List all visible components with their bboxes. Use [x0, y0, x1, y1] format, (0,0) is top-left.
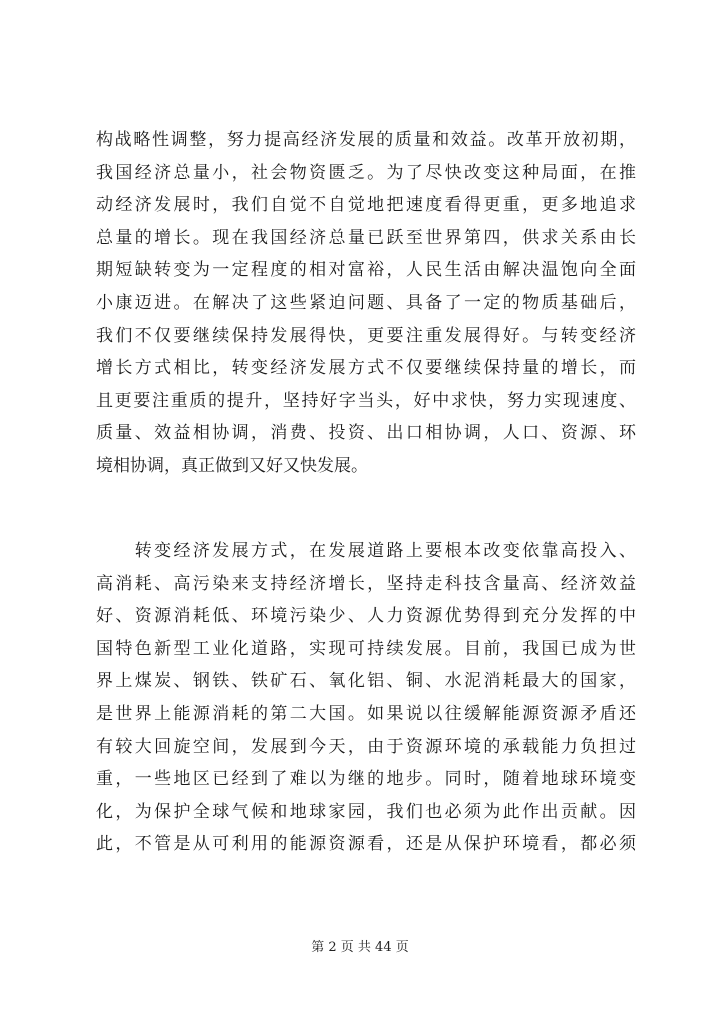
- paragraph-1: [96, 124, 636, 483]
- paragraph-line: 质量、效益相协调，消费、投资、出口相协调，人口、资源、环: [96, 423, 636, 444]
- paragraph-line: 且更要注重质的提升，坚持好字当头，好中求快，努力实现速度、: [96, 390, 636, 411]
- paragraph-line: 总量的增长。现在我国经济总量已跃至世界第四，供求关系由长: [96, 227, 636, 248]
- paragraph-line: 期短缺转变为一定程度的相对富裕，人民生活由解决温饱向全面: [96, 260, 636, 281]
- paragraph-line: 高消耗、高污染来支持经济增长，坚持走科技含量高、经济效益: [96, 573, 636, 594]
- paragraph-line: 境相协调，真正做到又好又快发展。: [96, 455, 368, 476]
- paragraph-line: 动经济发展时，我们自觉不自觉地把速度看得更重，更多地追求: [96, 195, 636, 216]
- paragraph-line: 小康迈进。在解决了这些紧迫问题、具备了一定的物质基础后，: [96, 292, 636, 313]
- paragraph-line: 增长方式相比，转变经济发展方式不仅要继续保持量的增长，而: [96, 358, 636, 379]
- paragraph-line: 国特色新型工业化道路，实现可持续发展。目前，我国已成为世: [96, 638, 636, 659]
- paragraph-line: 好、资源消耗低、环境污染少、人力资源优势得到充分发挥的中: [96, 606, 636, 627]
- paragraph-line: 是世界上能源消耗的第二大国。如果说以往缓解能源资源矛盾还: [96, 703, 636, 724]
- paragraph-line: 我国经济总量小，社会物资匮乏。为了尽快改变这种局面，在推: [96, 162, 636, 183]
- paragraph-line: 构战略性调整，努力提高经济发展的质量和效益。改革开放初期，: [96, 130, 636, 150]
- paragraph-line: 转变经济发展方式，在发展道路上要根本改变依靠高投入、: [96, 541, 636, 561]
- paragraph-line: 重，一些地区已经到了难以为继的地步。同时，随着地球环境变: [96, 769, 636, 790]
- page-number-footer: 第 2 页 共 44 页: [311, 940, 409, 955]
- paragraph-line: 我们不仅要继续保持发展得快，更要注重发展得好。与转变经济: [96, 325, 636, 346]
- paragraph-line: 界上煤炭、钢铁、铁矿石、氧化铝、铜、水泥消耗最大的国家，: [96, 671, 636, 692]
- paragraph-line: 化，为保护全球气候和地球家园，我们也必须为此作出贡献。因: [96, 801, 636, 822]
- paragraph-line: 有较大回旋空间，发展到今天，由于资源环境的承载能力负担过: [96, 736, 636, 757]
- paragraph-line: 此，不管是从可利用的能源资源看，还是从保护环境看，都必须: [96, 834, 636, 855]
- paragraph-2: [96, 535, 636, 861]
